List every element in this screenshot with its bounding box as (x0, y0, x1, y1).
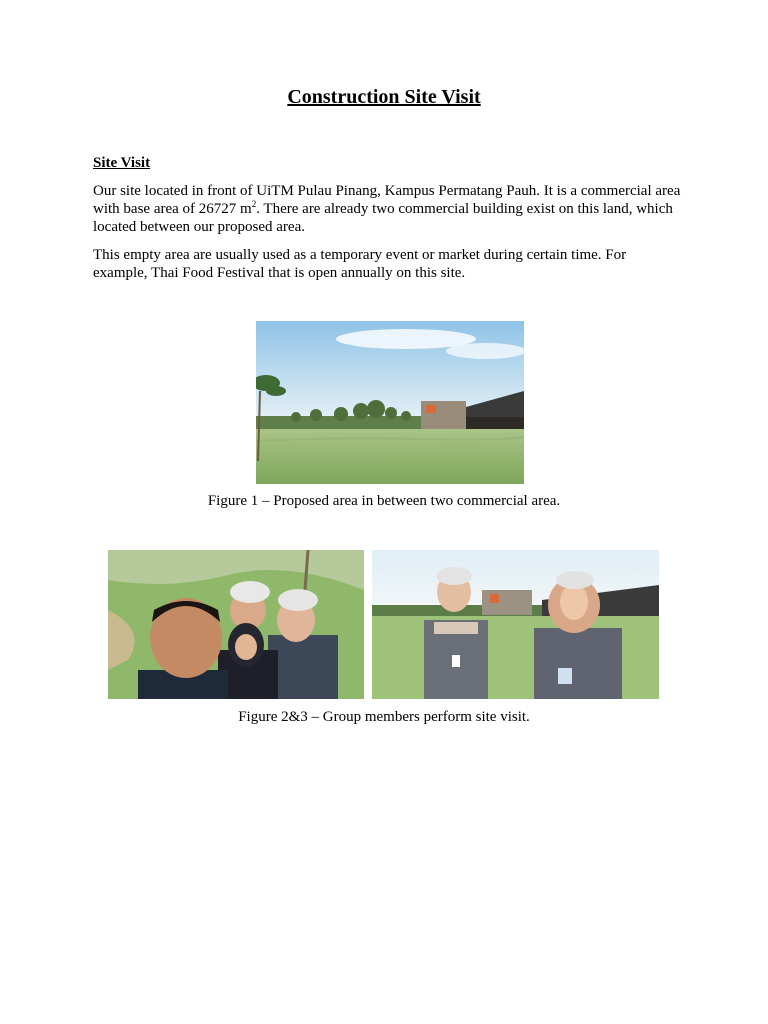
paragraph-text-part1: Our site located in front of UiTM Pulau Pinang, Kampus Permatang Pauh. It is a commercial area with base area of 26727 m (93, 183, 681, 217)
page-title: Construction Site Visit (287, 86, 481, 108)
figure2-group-selfie-photo (108, 550, 364, 699)
section-heading-site-visit: Site Visit (93, 155, 151, 171)
figure1-site-photo (256, 321, 524, 484)
figure1-caption: Figure 1 – Proposed area in between two commercial area. (207, 493, 561, 509)
paragraph-site-description (93, 182, 683, 236)
area-unit-superscript: 2 (251, 199, 257, 209)
figure23-caption: Figure 2&3 – Group members perform site visit. (238, 709, 530, 725)
paragraph-text-part2: . There are already two commercial building exist on this land, which located between our proposed area. (93, 201, 673, 235)
figure3-members-standing-photo (372, 550, 659, 699)
paragraph-site-usage: This empty area are usually used as a temporary event or market during certain time. For example, Thai Food Festival that is open annually on this site. (93, 247, 627, 281)
